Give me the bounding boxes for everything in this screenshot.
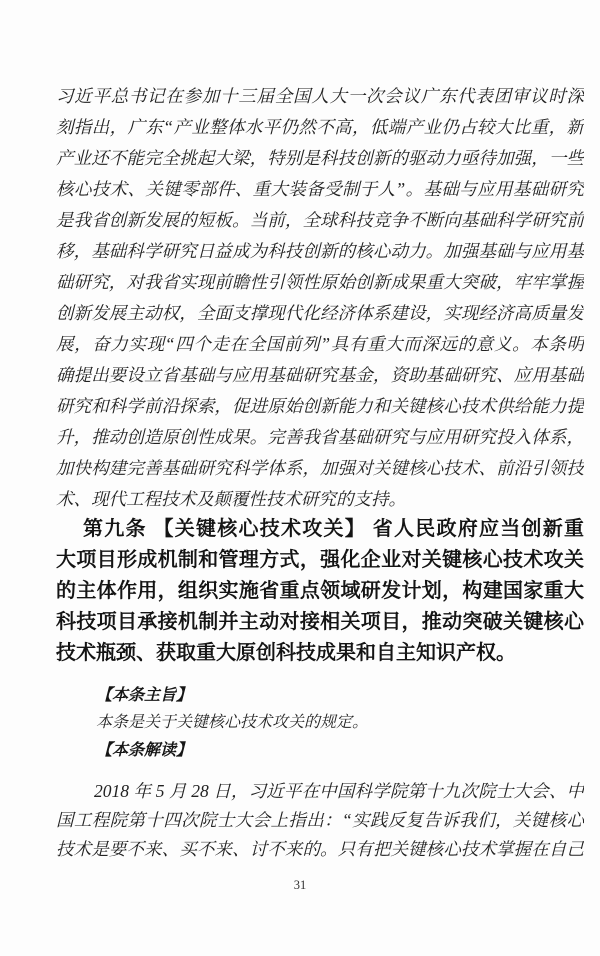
article-line: 科技项目承接机制并主动对接相关项目，推动突破关键核心 bbox=[56, 611, 584, 633]
article-line: 第九条 【关键核心技术攻关】 省人民政府应当创新重 bbox=[83, 518, 584, 540]
text-line: 加快构建完善基础研究科学体系，加强对关键核心技术、前沿引领技 bbox=[56, 458, 584, 478]
article-line: 大项目形成机制和管理方式，强化企业对关键核心技术攻关 bbox=[56, 549, 584, 571]
text-line: 国工程院第十四次院士大会上指出：“实践反复告诉我们，关键核心 bbox=[56, 810, 584, 830]
text-line: 习近平总书记在参加十三届全国人大一次会议广东代表团审议时深 bbox=[56, 86, 584, 106]
commentary-paragraph bbox=[56, 81, 584, 515]
text-line: 升，推动创造原创性成果。完善我省基础研究与应用研究投入体系， bbox=[56, 427, 584, 447]
interpretation-paragraph bbox=[56, 777, 584, 864]
text-line: 是我省创新发展的短板。当前，全球科技竞争不断向基础科学研究前 bbox=[56, 210, 584, 230]
text-line: 研究和科学前沿探索，促进原始创新能力和关键核心技术供给能力提 bbox=[56, 396, 584, 416]
section-header-jiedu: 【本条解读】 bbox=[96, 742, 193, 759]
text-line: 创新发展主动权，全面支撑现代化经济体系建设，实现经济高质量发 bbox=[56, 303, 584, 323]
article-clause-paragraph bbox=[56, 514, 584, 669]
article-line: 的主体作用，组织实施省重点领域研发计划，构建国家重大 bbox=[56, 580, 584, 602]
text-line: 移，基础科学研究日益成为科技创新的核心动力。加强基础与应用基 bbox=[56, 241, 584, 261]
text-line: 础研究，对我省实现前瞻性引领性原始创新成果重大突破，牢牢掌握 bbox=[56, 272, 584, 292]
text-line: 2018 年 5 月 28 日，习近平在中国科学院第十九次院士大会、中 bbox=[94, 781, 584, 801]
article-line: 技术瓶颈、获取重大原创科技成果和自主知识产权。 bbox=[56, 642, 516, 664]
text-line: 刻指出，广东“产业整体水平仍然不高，低端产业仍占较大比重，新 bbox=[56, 117, 584, 137]
annotation-block bbox=[56, 683, 600, 763]
text-line: 核心技术、关键零部件、重大装备受制于人”。基础与应用基础研究 bbox=[56, 179, 584, 199]
page-number: 31 bbox=[293, 878, 307, 892]
text-line: 术、现代工程技术及颠覆性技术研究的支持。 bbox=[56, 489, 406, 509]
zhuzhi-body-text: 本条是关于关键核心技术攻关的规定。 bbox=[96, 714, 369, 731]
text-line: 技术是要不来、买不来、讨不来的。只有把关键核心技术掌握在自己 bbox=[56, 839, 584, 859]
section-header-zhuzhi: 【本条主旨】 bbox=[96, 687, 193, 704]
text-line: 确提出要设立省基础与应用基础研究基金，资助基础研究、应用基础 bbox=[56, 365, 584, 385]
text-line: 产业还不能完全挑起大梁，特别是科技创新的驱动力亟待加强，一些 bbox=[56, 148, 584, 168]
text-line: 展，奋力实现“四个走在全国前列”具有重大而深远的意义。本条明 bbox=[56, 334, 584, 354]
